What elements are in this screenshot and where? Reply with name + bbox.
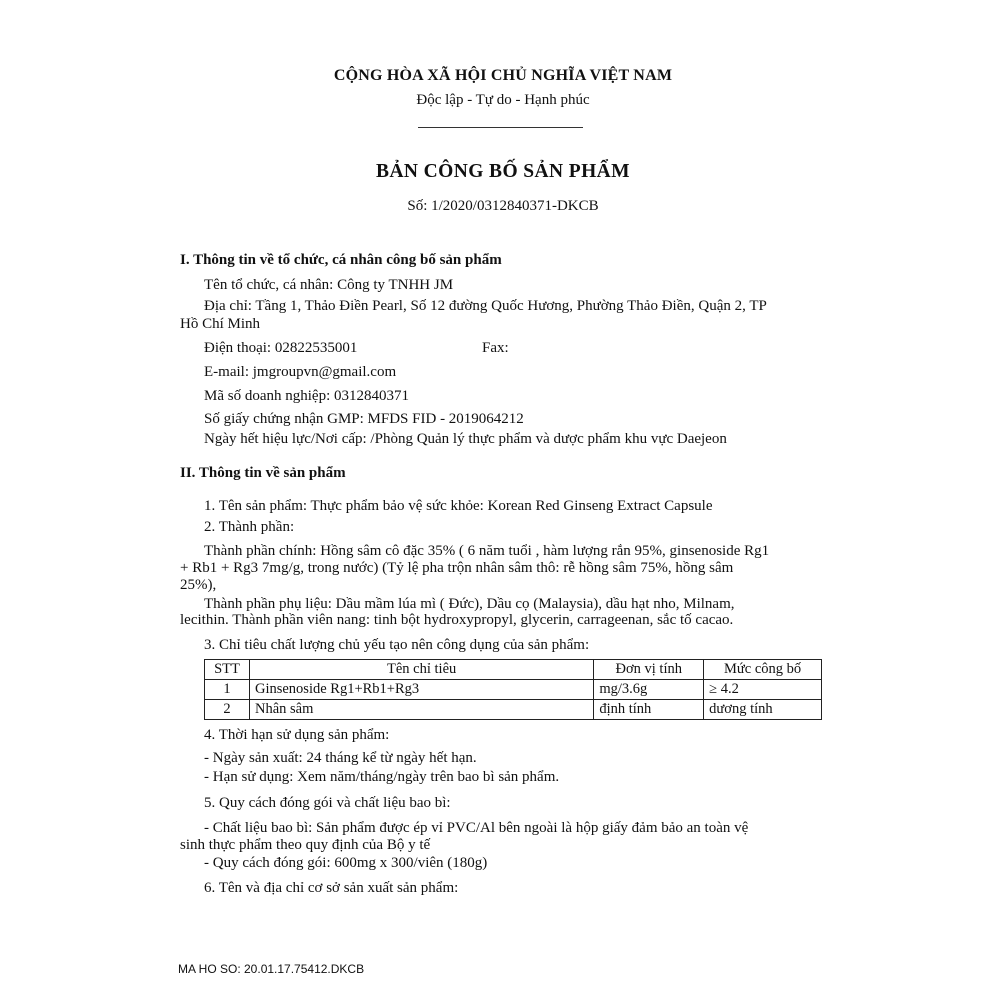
packaging-material-line1: - Chất liệu bao bì: Sản phẩm được ép vỉ PVC/Al bên ngoài là hộp giấy đảm bảo an toàn vệ [204,820,749,836]
document-title: BẢN CÔNG BỐ SẢN PHẨM [376,161,630,182]
quality-heading: 3. Chỉ tiêu chất lượng chủ yếu tạo nên công dụng của sản phẩm: [204,637,590,653]
fax: Fax: [482,340,509,356]
cell-unit: mg/3.6g [594,680,704,700]
republic-heading: CỘNG HÒA XÃ HỘI CHỦ NGHĨA VIỆT NAM [333,67,673,84]
section1-heading: I. Thông tin về tổ chức, cá nhân công bố sản phẩm [180,252,502,268]
table-header-row [205,660,822,680]
email: E-mail: jmgroupvn@gmail.com [204,364,397,380]
phone: Điện thoại: 02822535001 [204,340,358,356]
col-header-level: Mức công bố [704,660,822,680]
table-row [205,700,822,720]
address-line2: Hồ Chí Minh [180,316,261,332]
aux-ingredients-line2: lecithin. Thành phần viên nang: tinh bột hydroxypropyl, glycerin, carrageenan, sắc tố cacao. [180,612,734,628]
cell-level: dương tính [704,700,822,720]
packaging-material-line2: sinh thực phẩm theo quy định của Bộ y tế [180,837,431,853]
packaging-heading: 5. Quy cách đóng gói và chất liệu bao bì: [204,795,451,811]
table-row [205,680,822,700]
record-code: MA HO SO: 20.01.17.75412.DKCB [178,962,365,976]
main-ingredients-line3: 25%), [180,577,217,593]
product-name: 1. Tên sản phẩm: Thực phẩm bảo vệ sức khỏe: Korean Red Ginseng Extract Capsule [204,498,713,514]
aux-ingredients-line1: Thành phần phụ liệu: Dầu mầm lúa mì ( Đức), Dầu cọ (Malaysia), dầu hạt nho, Milnam, [204,596,735,612]
col-header-unit: Đơn vị tính [594,660,704,680]
packaging-spec: - Quy cách đóng gói: 600mg x 300/viên (180g) [204,855,488,871]
manufacture-date: - Ngày sản xuất: 24 tháng kể từ ngày hết hạn. [204,750,477,766]
org-name: Tên tổ chức, cá nhân: Công ty TNHH JM [204,277,454,293]
address-line1: Địa chỉ: Tầng 1, Thảo Điền Pearl, Số 12 đường Quốc Hương, Phường Thảo Điền, Quận 2, TP [204,298,767,314]
shelf-life-heading: 4. Thời hạn sử dụng sản phẩm: [204,727,390,743]
cell-stt: 2 [205,700,250,720]
cell-level: ≥ 4.2 [704,680,822,700]
divider [418,127,583,128]
validity: Ngày hết hiệu lực/Nơi cấp: /Phòng Quản lý thực phẩm và dược phẩm khu vực Daejeon [204,431,727,447]
document-number: Số: 1/2020/0312840371-DKCB [407,198,599,214]
manufacturer-heading: 6. Tên và địa chỉ cơ sở sản xuất sản phẩm: [204,880,459,896]
cell-indicator: Ginsenoside Rg1+Rb1+Rg3 [249,680,593,700]
cell-indicator: Nhân sâm [249,700,593,720]
expiry-date: - Hạn sử dụng: Xem năm/tháng/ngày trên bao bì sản phẩm. [204,769,560,785]
cell-unit: định tính [594,700,704,720]
main-ingredients-line2: + Rb1 + Rg3 7mg/g, trong nước) (Tỷ lệ pha trộn nhân sâm thô: rễ hồng sâm 75%, hồng sâm [180,560,734,576]
section2-heading: II. Thông tin về sản phẩm [180,465,346,481]
cell-stt: 1 [205,680,250,700]
gmp-certificate: Số giấy chứng nhận GMP: MFDS FID - 2019064212 [204,411,524,427]
main-ingredients-line1: Thành phần chính: Hồng sâm cô đặc 35% ( 6 năm tuổi , hàm lượng rắn 95%, ginsenoside Rg1 [204,543,770,559]
ingredients-heading: 2. Thành phần: [204,519,295,535]
col-header-indicator: Tên chỉ tiêu [249,660,593,680]
tax-code: Mã số doanh nghiệp: 0312840371 [204,388,409,404]
col-header-stt: STT [205,660,250,680]
motto: Độc lập - Tự do - Hạnh phúc [416,92,590,108]
quality-table [204,659,822,720]
